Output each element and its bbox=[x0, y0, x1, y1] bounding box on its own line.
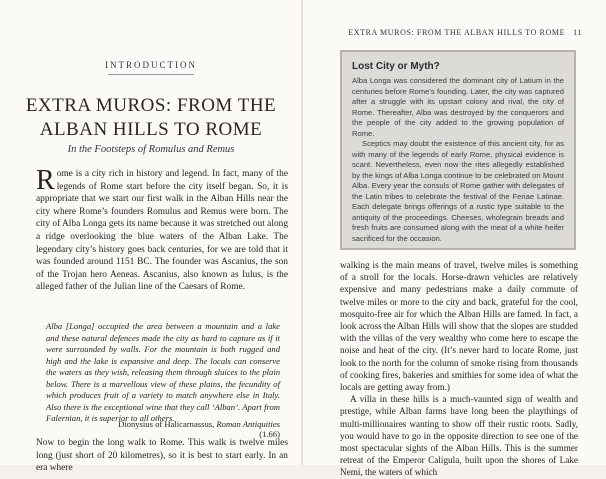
intro-paragraph bbox=[36, 165, 289, 294]
intro-paragraph-text: ome is a city rich in history and legend. In fact, many of the legends of Rome start before the city itself began. So, it is appropriate that we start our first walk in the Alban Hills near the city where Rome’s founders Romulus and Remus were born. The city of Alba Longa gets its name because it was stretched out along a ridge overlooking the blue waters of the Alban Lake. The legendary city’s history goes back centuries, for we are told that it was founded around 1151 BC. The founder was Ascanius, the son of the Trojan hero Aeneas. Ascanius, also known as Iulus, is the alleged father of the Julian line of the Caesars of Rome. bbox=[36, 169, 289, 293]
chapter-title: EXTRA MUROS: FROM THE ALBAN HILLS TO ROME bbox=[25, 95, 277, 140]
right-body-text bbox=[340, 259, 578, 479]
right-paragraph-2: A villa in these hills is a much-vaunted sign of wealth and prestige, while Alban farms have long been the playthings of multi-millionaires wanting to show off their rustic roots. Sadly, you would have to go in the opposite direction to see one of the most spectacular sights of the Alban Hills. This is the summer retreat of the Emperor Caligula, built upon the shores of Lake Nemi, the waters of which bbox=[340, 394, 578, 478]
quote-author: Dionysius of Halicarnassus, bbox=[118, 419, 215, 429]
sidebar-paragraph-2: Sceptics may doubt the existence of this ancient city, for as with many of the legends of early Rome, physical evidence is scant. Nevertheless, even now the rites allegedly established by the kings of Alba Longa continue to be celebrated on Mount Alba. Every year the consuls of Rome gather with delegates of the Latin tribes to celebrate the festival of the Feriae Latinae. Each delegate brings offerings of a rustic type suitable to the antiquity of the proceedings. Cheeses, wholegrain breads and fresh fruits are consumed along with the meat of a white heifer sacrificed for the occasion. bbox=[352, 139, 564, 243]
walk-paragraph: Now to begin the long walk to Rome. This walk is twelve miles long (just short of 20 kilometres), so it is best to start early. In an era where bbox=[36, 438, 288, 474]
quote-reference: (1.66) bbox=[259, 429, 280, 439]
drop-cap: R bbox=[36, 165, 55, 196]
page-number: 11 bbox=[573, 28, 582, 37]
quote-work: Roman Antiquities bbox=[216, 419, 280, 429]
right-paragraph-1: walking is the main means of travel, twelve miles is something of a stroll for the locals. Horse-drawn vehicles are relatively expensive and many pedestrians make a daily commute of twelve miles or more to the city and back, grateful for the cool, mosquito-free air for which the Alban Hills are famed. In fact, a look across the Alban Hills will show that the slopes are studded with the villas of the very wealthy who come here to escape the noise and heat of the city. (It’s never hard to locate Rome, just look to the north for the column of smoke rising from thousands of cooking fires, bakeries and smithies for some idea of what the locals are getting away from.) bbox=[340, 260, 578, 393]
sidebar-paragraph-1: Alba Longa was considered the dominant city of Latium in the centuries before Rome’s founding. Later, the city was captured after a struggle with its upstart colony and rival, the city of Rome. Thereafter, Alba was destroyed by the conquerors and the people of the city added to the growing population of Rome. bbox=[352, 76, 564, 138]
sidebar-title: Lost City or Myth? bbox=[352, 61, 440, 72]
chapter-subtitle: In the Footsteps of Romulus and Remus bbox=[67, 144, 235, 155]
running-head bbox=[348, 28, 582, 37]
section-label: INTRODUCTION bbox=[105, 60, 197, 70]
left-page bbox=[0, 0, 302, 474]
section-rule bbox=[108, 74, 194, 75]
right-page bbox=[303, 0, 606, 478]
sidebar-box bbox=[340, 50, 576, 250]
running-head-title: EXTRA MUROS: FROM THE ALBAN HILLS TO ROME bbox=[348, 28, 566, 37]
quote-attribution bbox=[96, 419, 280, 439]
block-quote: Alba [Longa] occupied the area between a mountain and a lake and these natural defences made the city as hard to capture as if it were surrounded by walls. For the mountain is both rugged and high and the lake is expansive and deep. The locals can conserve the waters as they wish, releasing them through sluices to the plain below. There is a marvellous view of these plains, the fecundity of which produces fruit of a variety to match anywhere else in Italy. Also there is the exceptional wine that they call ‘Alban’. Apart from Falernian, it is superior to all others. bbox=[46, 321, 280, 423]
